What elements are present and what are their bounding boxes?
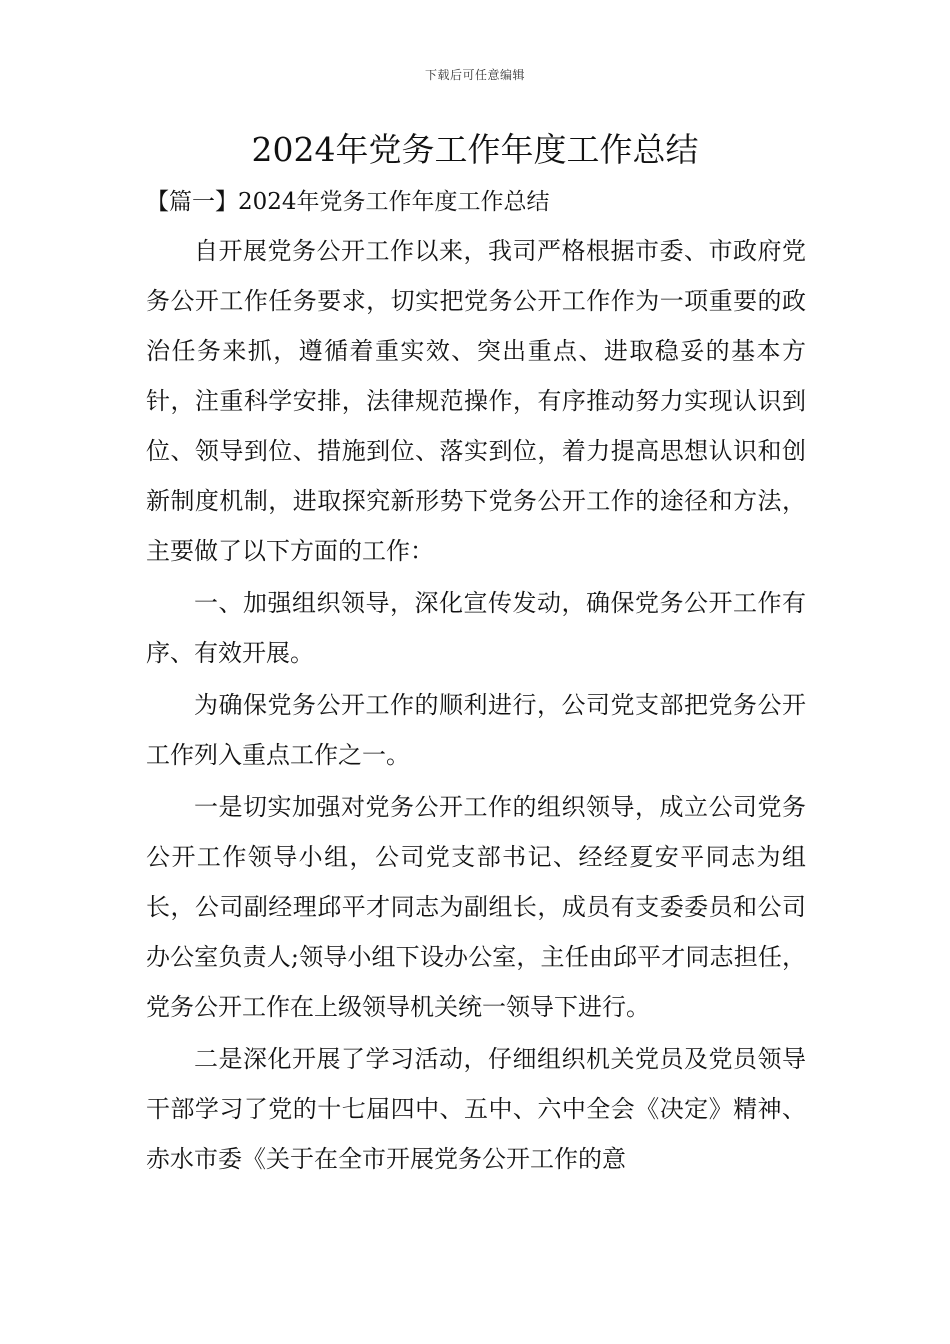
paragraph: 一、加强组织领导，深化宣传发动，确保党务公开工作有序、有效开展。 <box>146 589 806 667</box>
document-title: 2024年党务工作年度工作总结 <box>251 130 699 169</box>
paragraph: 二是深化开展了学习活动，仔细组织机关党员及党员领导干部学习了党的十七届四中、五中、六中全会《决定》精神、赤水市委《关于在全市开展党务公开工作的意 <box>146 1045 806 1173</box>
paragraph: 一是切实加强对党务公开工作的组织领导，成立公司党务公开工作领导小组，公司党支部书记、经经夏安平同志为组长，公司副经理邱平才同志为副组长，成员有支委委员和公司办公室负责人;领导小组下设办公室，主任由邱平才同志担任，党务公开工作在上级领导机关统一领导下进行。 <box>146 793 806 1021</box>
header-note: 下载后可任意编辑 <box>424 68 525 82</box>
paragraph: 为确保党务公开工作的顺利进行，公司党支部把党务公开工作列入重点工作之一。 <box>146 691 806 769</box>
section-label: 【篇一】2024年党务工作年度工作总结 <box>146 189 550 215</box>
document-body <box>146 226 806 1186</box>
paragraph: 自开展党务公开工作以来，我司严格根据市委、市政府党务公开工作任务要求，切实把党务公开工作作为一项重要的政治任务来抓，遵循着重实效、突出重点、进取稳妥的基本方针，注重科学安排，法律规范操作，有序推动努力实现认识到位、领导到位、措施到位、落实到位，着力提高思想认识和创新制度机制，进取探究新形势下党务公开工作的途径和方法，主要做了以下方面的工作： <box>146 237 806 565</box>
